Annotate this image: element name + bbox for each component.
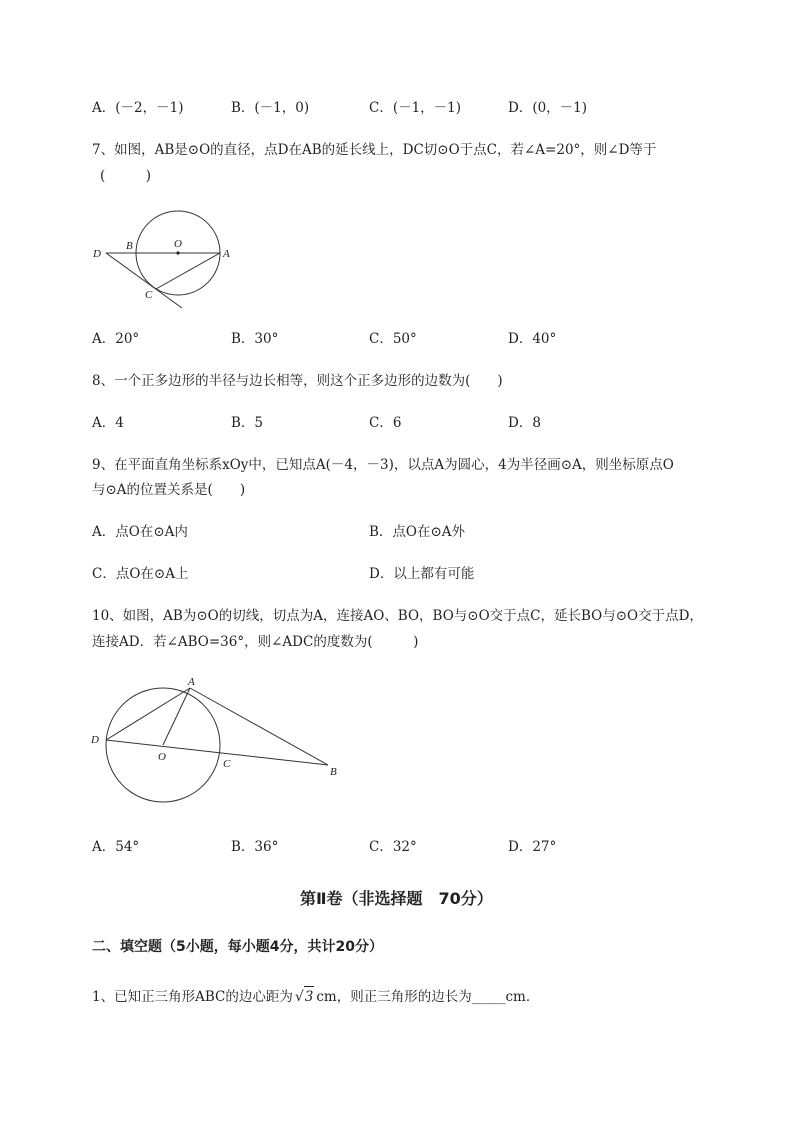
q10-option-c: C．32° [369, 839, 417, 855]
q7-stem-line2: ( ) [100, 168, 152, 184]
q9-stem-line2: 与⊙A的位置关系是( ) [92, 482, 246, 498]
q10-option-d: D．27° [508, 839, 557, 855]
q8-option-c: C．6 [369, 415, 402, 431]
q6-option-b: B．(－1，0) [231, 100, 310, 116]
q10-label-o: O [158, 751, 166, 763]
q7-option-a: A．20° [92, 331, 140, 347]
q10-line-db [106, 740, 328, 765]
section-fill-in-title: 二、填空题（5小题，每小题4分，共计20分） [92, 939, 383, 955]
q8-option-b: B．5 [231, 415, 264, 431]
q9-option-c: C．点O在⊙A上 [92, 566, 189, 582]
q7-label-c: C [145, 289, 153, 301]
q10-label-a: A [188, 676, 195, 688]
q10-option-b: B．36° [231, 839, 279, 855]
q6-option-c: C．(－1，－1) [369, 100, 462, 116]
q10-label-d: D [91, 734, 99, 746]
fill-q1-text-after: cm，则正三角形的边长为_____cm． [316, 988, 540, 1005]
q9-option-b: B．点O在⊙A外 [369, 524, 466, 540]
q7-figure [88, 200, 248, 315]
q9-stem-line1: 9、在平面直角坐标系xOy中，已知点A(－4，－3)，以点A为圆心，4为半径画⊙A，则坐标原点O [92, 457, 674, 473]
q9-option-a: A．点O在⊙A内 [92, 524, 188, 540]
q7-line-ac [156, 253, 220, 289]
q6-option-d: D．(0，－1) [508, 100, 588, 116]
q7-label-a: A [223, 248, 230, 260]
fill-q1-stem [92, 986, 539, 1007]
q8-stem: 8、一个正多边形的半径与边长相等，则这个正多边形的边数为( ) [92, 373, 503, 389]
q10-stem-line1: 10、如图，AB为⊙O的切线，切点为A，连接AO、BO，BO与⊙O交于点C，延长BO与⊙O交于点D， [92, 608, 703, 624]
q7-stem-line1: 7、如图，AB是⊙O的直径，点D在AB的延长线上，DC切⊙O于点C，若∠A=20°，则∠D等于 [92, 142, 657, 158]
q7-option-b: B．30° [231, 331, 279, 347]
q7-label-o: O [174, 238, 182, 250]
q10-option-a: A．54° [92, 839, 140, 855]
q10-label-c: C [223, 758, 231, 770]
radical-sign-icon: √ [294, 989, 304, 1005]
fill-q1-text-before: 1、已知正三角形ABC的边心距为 [92, 988, 293, 1005]
q8-option-d: D．8 [508, 415, 541, 431]
q9-option-d: D．以上都有可能 [369, 566, 475, 582]
q8-option-a: A．4 [92, 415, 124, 431]
q10-line-ab-tangent [190, 688, 328, 765]
part2-title: 第Ⅱ卷（非选择题 70分） [300, 889, 493, 908]
q7-label-d: D [93, 248, 101, 260]
q7-option-c: C．50° [369, 331, 417, 347]
fill-q1-sqrt [295, 986, 315, 1007]
q7-label-b: B [126, 240, 133, 252]
fill-q1-radicand: 3 [304, 986, 315, 1007]
q10-figure [88, 675, 353, 815]
q10-stem-line2: 连接AD．若∠ABO=36°，则∠ADC的度数为( ) [92, 634, 419, 650]
q6-option-a: A．(－2，－1) [92, 100, 184, 116]
q7-center-dot [176, 251, 179, 254]
q7-option-d: D．40° [508, 331, 557, 347]
q10-label-b: B [330, 766, 337, 778]
